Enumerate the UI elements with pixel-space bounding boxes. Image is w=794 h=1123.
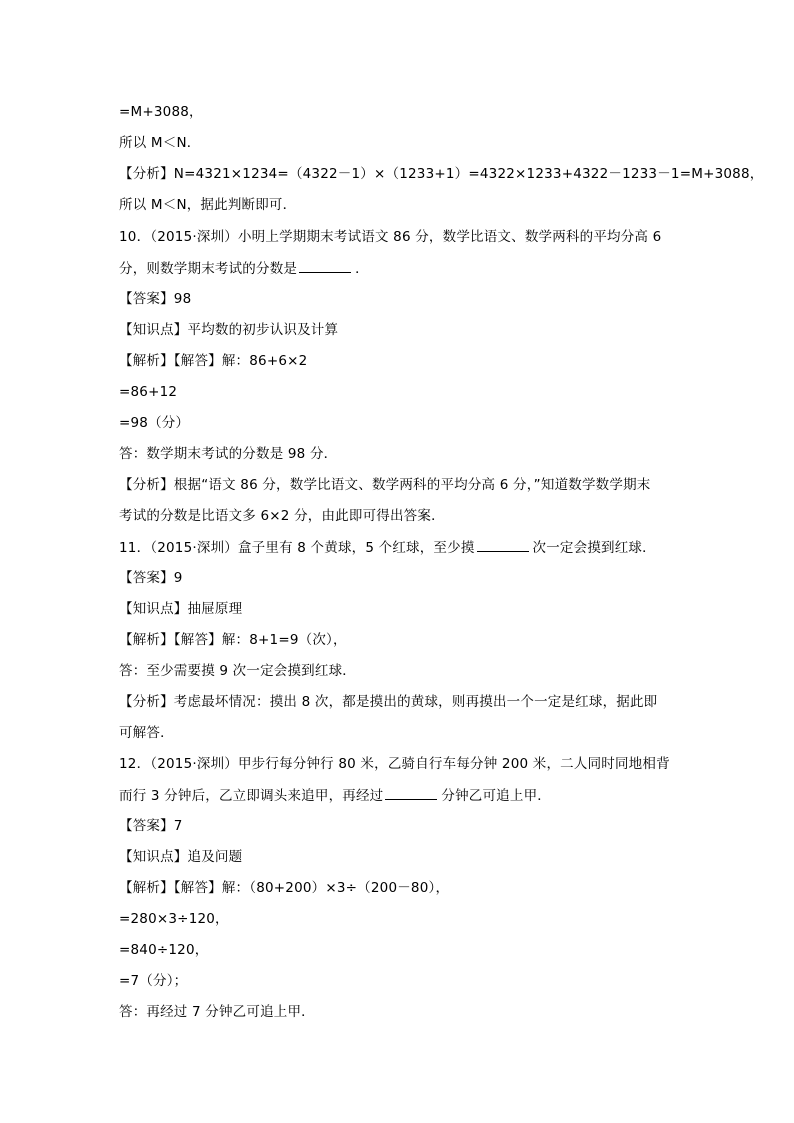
question-text: 分钟乙可追上甲． [441, 788, 551, 804]
question-text: 11．（2015·深圳）盒子里有 8 个黄球，5 个红球，至少摸 [119, 540, 475, 556]
knowledge-point-line: 【知识点】抽屉原理 [119, 601, 243, 617]
solution-line: 答：再经过 7 分钟乙可追上甲． [119, 1004, 315, 1020]
solution-line: 【解析】【解答】解：8+1=9（次）， [119, 632, 347, 648]
answer-blank [385, 786, 437, 800]
answer-line: 【答案】98 [119, 291, 192, 307]
answer-blank [477, 538, 529, 552]
solution-line: 【解析】【解答】解：86+6×2 [119, 353, 308, 369]
analysis-line: 【分析】根据“语文 86 分，数学比语文、数学两科的平均分高 6 分，”知道数学数学期末 [119, 477, 651, 493]
analysis-line: 考试的分数是比语文多 6×2 分，由此即可得出答案． [119, 508, 445, 524]
analysis-line: 【分析】考虑最坏情况：摸出 8 次，都是摸出的黄球，则再摸出一个一定是红球，据此即 [119, 694, 658, 710]
analysis-line: 可解答． [119, 725, 174, 741]
answer-blank [299, 259, 351, 273]
solution-line: 【解析】【解答】解：（80+200）×3÷（200－80）， [119, 880, 450, 896]
question-12: 12．（2015·深圳）甲步行每分钟行 80 米，乙骑自行车每分钟 200 米，二人同时同地相背 [119, 756, 670, 772]
question-text: 而行 3 分钟后，乙立即调头来追甲，再经过 [119, 788, 384, 804]
solution-line: =280×3÷120， [119, 911, 229, 927]
solution-line: =840÷120， [119, 942, 209, 958]
question-text: 分，则数学期末考试的分数是 [119, 261, 298, 277]
question-text: ． [355, 261, 369, 277]
question-12-cont [119, 786, 679, 805]
solution-line: =86+12 [119, 384, 178, 400]
text-line: 所以 M＜N，据此判断即可． [119, 197, 297, 213]
solution-line: =7（分）； [119, 973, 188, 989]
text-line: =M+3088， [119, 104, 203, 120]
text-line: 所以 M＜N． [119, 135, 201, 151]
analysis-line: 【分析】N=4321×1234=（4322－1）×（1233+1）=4322×1233+4322－1233－1=M+3088， [119, 166, 764, 182]
question-text: 次一定会摸到红球． [532, 540, 656, 556]
solution-line: =98（分） [119, 415, 190, 431]
solution-line: 答：至少需要摸 9 次一定会摸到红球． [119, 663, 356, 679]
knowledge-point-line: 【知识点】平均数的初步认识及计算 [119, 322, 339, 338]
question-10-cont [119, 259, 679, 278]
knowledge-point-line: 【知识点】追及问题 [119, 849, 243, 865]
answer-line: 【答案】7 [119, 818, 183, 834]
question-11 [119, 538, 679, 557]
question-10: 10．（2015·深圳）小明上学期期末考试语文 86 分，数学比语文、数学两科的平均分高 6 [119, 229, 662, 245]
answer-line: 【答案】9 [119, 570, 183, 586]
solution-line: 答：数学期末考试的分数是 98 分． [119, 446, 338, 462]
